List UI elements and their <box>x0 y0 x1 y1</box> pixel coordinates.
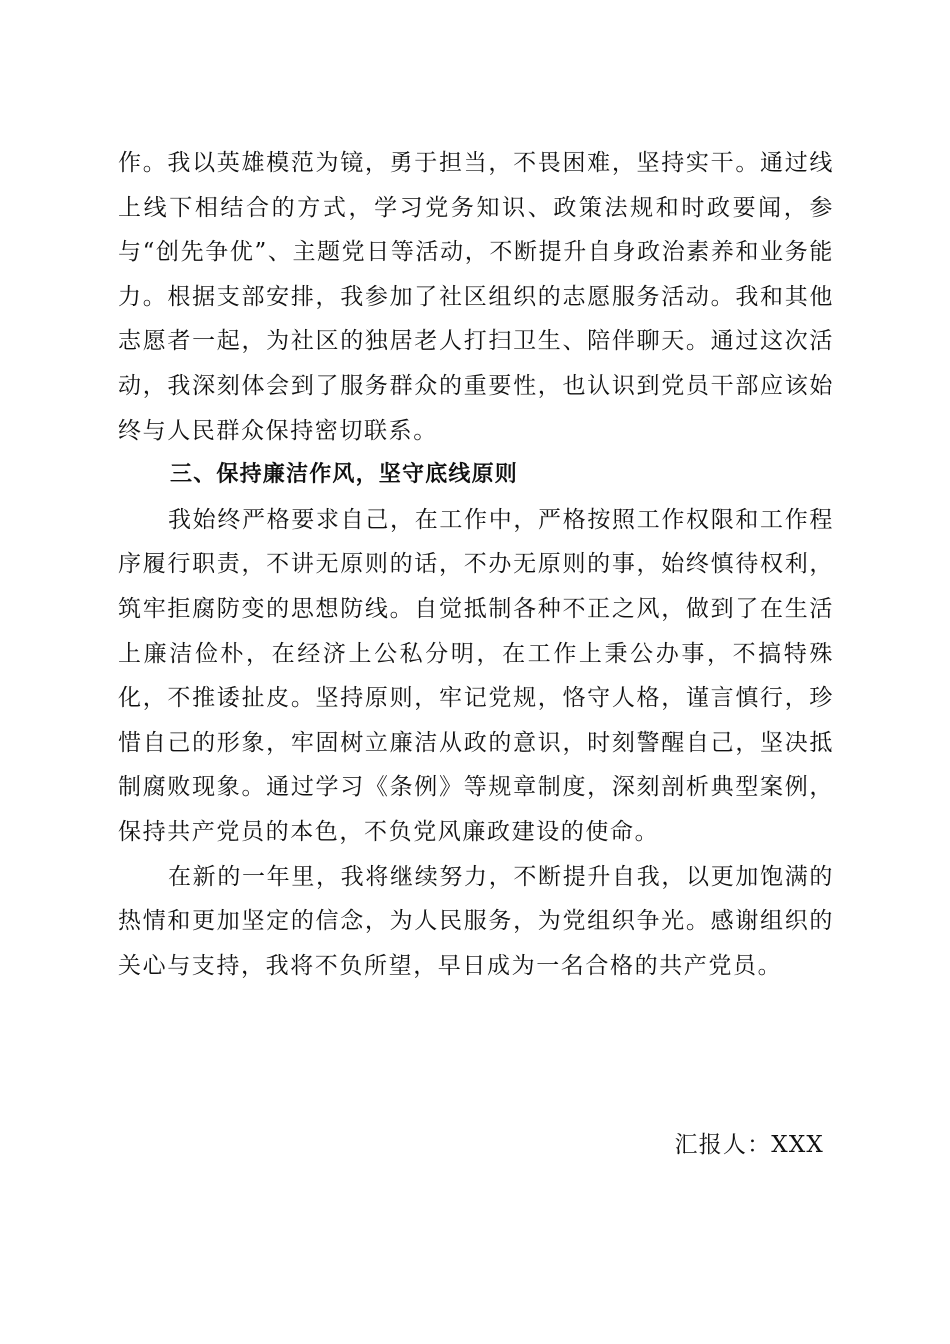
paragraph-closing: 在新的一年里，我将继续努力，不断提升自我，以更加饱满的热情和更加坚定的信念，为人民服务，为党组织争光。感谢组织的关心与支持，我将不负所望，早日成为一名合格的共产党员。 <box>118 863 834 979</box>
paragraph-integrity: 我始终严格要求自己，在工作中，严格按照工作权限和工作程序履行职责，不讲无原则的话，不办无原则的事，始终慎待权利，筑牢拒腐防变的思想防线。自觉抵制各种不正之风，做到了在生活上廉洁俭朴，在经济上公私分明，在工作上秉公办事，不搞特殊化，不推诿扯皮。坚持原则，牢记党规，恪守人格，谨言慎行，珍惜自己的形象，牢固树立廉洁从政的意识，时刻警醒自己，坚决抵制腐败现象。通过学习《条例》等规章制度，深刻剖析典型案例，保持共产党员的本色，不负党风廉政建设的使命。 <box>118 506 834 845</box>
section-heading: 三、保持廉洁作风，坚守底线原则 <box>170 462 519 488</box>
paragraph-continued: 作。我以英雄模范为镜，勇于担当，不畏困难，坚持实干。通过线上线下相结合的方式，学习党务知识、政策法规和时政要闻，参与“创先争优”、主题党日等活动，不断提升自身政治素养和业务能力。根据支部安排，我参加了社区组织的志愿服务活动。我和其他志愿者一起，为社区的独居老人打扫卫生、陪伴聊天。通过这次活动，我深刻体会到了服务群众的重要性，也认识到党员干部应该始终与人民群众保持密切联系。 <box>118 150 834 444</box>
signature: 汇报人：XXX <box>674 1132 824 1158</box>
document-body <box>118 141 834 988</box>
